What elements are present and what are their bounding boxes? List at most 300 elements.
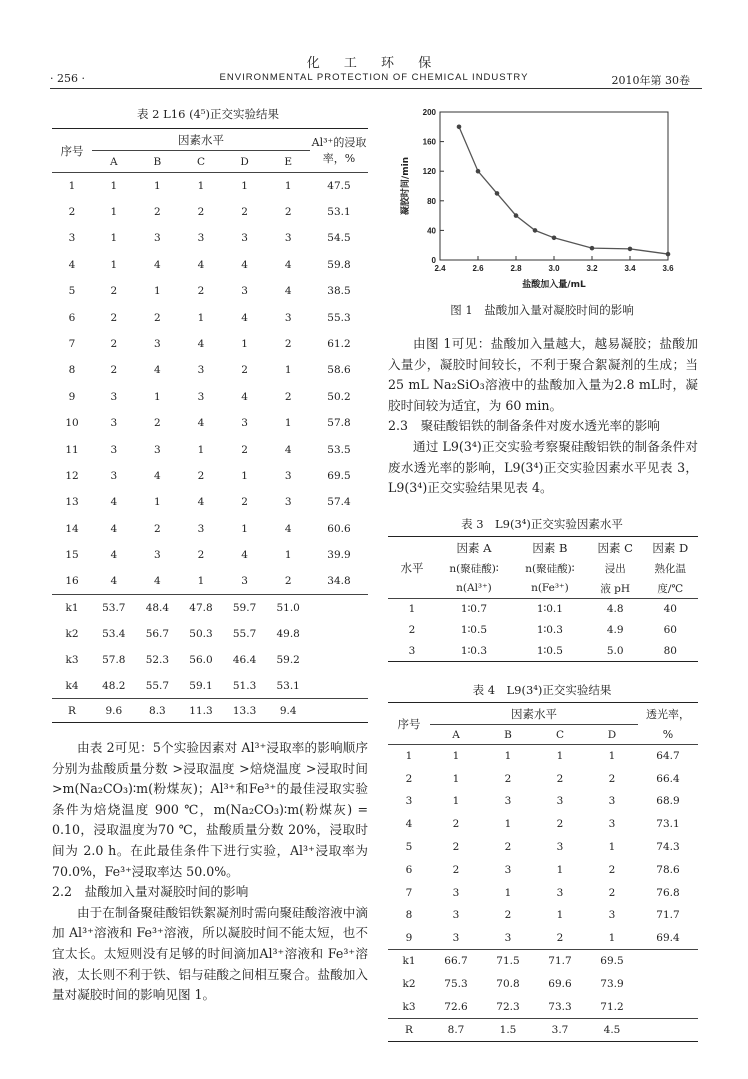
table2-empty-cell — [310, 621, 368, 647]
x-tick-label: 2.8 — [510, 264, 522, 273]
table2-cell: 4 — [284, 258, 292, 271]
table2-cell: 1 — [197, 443, 205, 456]
table2-r-label: R — [52, 699, 92, 723]
table2-cell: 2 — [197, 285, 205, 298]
table4-cell: 2 — [452, 818, 460, 831]
table2-cell: 3 — [154, 232, 161, 245]
table4-cell: 69.4 — [638, 927, 698, 950]
data-point — [533, 228, 538, 233]
table4-cell: 8.7 — [430, 1019, 482, 1042]
x-tick-label: 3.4 — [624, 264, 636, 273]
table3-header-sub: n(聚硅酸)∶ — [449, 563, 499, 575]
table4-cell: 1 — [452, 772, 460, 785]
table2-cell: 4 — [110, 549, 118, 562]
table-row — [52, 621, 368, 647]
table2-cell: 2 — [110, 285, 118, 298]
table3-cell: 60 — [663, 624, 677, 636]
table-row — [388, 881, 698, 904]
table4-caption: 表 4 L9(3⁴)正交实验结果 — [472, 683, 612, 697]
data-point — [476, 169, 481, 174]
y-tick-label: 160 — [422, 137, 436, 147]
table4-cell: 72.6 — [430, 996, 482, 1019]
table2-cell: 4 — [197, 338, 205, 351]
table2-factor-A: A — [92, 151, 136, 173]
table4-header-result-2: % — [638, 725, 698, 745]
table2-cell: 2 — [154, 522, 161, 535]
table4-cell: 3.7 — [534, 1019, 586, 1042]
table-row — [52, 173, 368, 199]
table4-cell: 2 — [608, 886, 616, 899]
table2-cell: 1 — [154, 496, 161, 509]
table4-r-label: R — [388, 1019, 430, 1042]
table2-cell: 3 — [241, 285, 248, 298]
x-axis-label: 盐酸加入量/mL — [522, 280, 586, 290]
table2-cell: 2 — [241, 364, 248, 377]
table2-cell: 12 — [65, 469, 79, 482]
table2-cell: 4 — [241, 258, 248, 271]
table2-cell: 1 — [197, 311, 205, 324]
table-row — [388, 745, 698, 768]
table4-cell: 2 — [504, 772, 512, 785]
table-row — [52, 542, 368, 568]
table2-cell: 9.4 — [266, 699, 310, 723]
table4-cell: 1 — [405, 750, 413, 763]
table2-cell: 57.4 — [327, 496, 351, 509]
table4-k-label: k2 — [402, 978, 416, 991]
table4-cell: 66.7 — [444, 955, 468, 968]
table3-cell: 1∶0.5 — [460, 624, 488, 636]
table3-header-sub: n(Al³⁺) — [436, 579, 512, 599]
x-tick-label: 2.6 — [472, 264, 484, 273]
figure1-caption: 图 1 盐酸加入量对凝胶时间的影响 — [450, 303, 634, 317]
table2-cell: 1 — [284, 549, 292, 562]
table2-cell: 2 — [110, 364, 118, 377]
table2-cell: 8 — [68, 364, 76, 377]
paragraph-figure1-analysis: 由图 1可见：盐酸加入量越大，越易凝胶；盐酸加入量少，凝胶时间较长，不利于聚合絮凝剂的生成；当 25 mL Na₂SiO₃溶液中的盐酸加入量为2.8 mL时，凝胶时间较为适宜，为 60 min。 — [388, 336, 698, 413]
table2-cell: 3 — [223, 568, 267, 594]
table-row — [388, 927, 698, 950]
table2-cell: 5 — [68, 285, 76, 298]
y-tick-label: 200 — [422, 108, 436, 117]
table2-cell: 3 — [154, 338, 161, 351]
paragraph-orthogonal-intro: 通过 L9(3⁴)正交实验考察聚硅酸铝铁的制备条件对废水透光率的影响，L9(3⁴)正交实验因素水平见表 3，L9(3⁴)正交实验结果见表 4。 — [388, 438, 698, 496]
table4-cell: 1 — [556, 909, 564, 922]
table-row — [52, 436, 368, 462]
table4-k-label: k3 — [388, 996, 430, 1019]
table2-cell: 3 — [197, 522, 205, 535]
table2-k-label: k1 — [65, 602, 79, 614]
table4-header-seq: 序号 — [388, 703, 430, 745]
table2-cell: 2 — [284, 338, 292, 351]
table4-cell: 1 — [504, 750, 512, 763]
table4-factor-C: C — [534, 725, 586, 745]
table2-cell: 2 — [197, 549, 205, 562]
table2-caption: 表 2 L16 (4⁵)正交实验结果 — [137, 107, 279, 121]
table4-k-label: k1 — [402, 955, 416, 968]
x-tick-label: 3.2 — [586, 264, 598, 273]
table4-cell: 1 — [556, 750, 564, 763]
table2-cell: 3 — [197, 364, 205, 377]
table2-cell: 7 — [68, 338, 76, 351]
table4-cell: 3 — [556, 795, 564, 808]
table2-cell: 47.5 — [327, 179, 351, 192]
table4-cell: 2 — [452, 841, 460, 854]
table2-cell: 3 — [197, 232, 205, 245]
table2-factor-C: C — [179, 151, 223, 173]
table2-cell: 9.6 — [92, 699, 136, 723]
table2-cell: 3 — [284, 496, 292, 509]
table-row — [388, 950, 698, 973]
table4-cell: 2 — [534, 927, 586, 950]
table2-cell: 4 — [197, 417, 205, 430]
table4-cell: 4 — [405, 818, 413, 831]
table3 — [388, 536, 698, 662]
table4-cell: 64.7 — [656, 750, 680, 763]
table2-cell: 1 — [68, 179, 76, 192]
table2-cell: 53.5 — [327, 443, 351, 456]
table2-cell: 4 — [284, 522, 292, 535]
table-row — [52, 304, 368, 330]
table4-cell: 6 — [405, 863, 413, 876]
table2-cell: 2 — [110, 338, 118, 351]
table2-cell: 9 — [68, 390, 76, 403]
table4-cell: 70.8 — [496, 978, 520, 991]
table4-header-factor: 因素水平 — [430, 703, 638, 725]
table2-empty-cell — [310, 699, 368, 723]
table2-cell: 2 — [284, 390, 292, 403]
table2-cell: 13 — [65, 496, 79, 509]
table2-cell: 49.8 — [276, 627, 300, 640]
table2-cell: 4 — [154, 258, 161, 271]
table3-cell: 1∶0.7 — [460, 603, 488, 616]
table-row — [388, 858, 698, 881]
table4-cell: 78.6 — [656, 863, 680, 876]
table3-header-sub: 度/℃ — [643, 579, 698, 599]
table2-cell: 4 — [241, 390, 248, 403]
table2-cell: 56.7 — [145, 627, 170, 640]
data-point — [552, 236, 557, 241]
table2-cell: 1 — [110, 179, 118, 192]
table3-cell: 2 — [408, 624, 416, 636]
y-tick-label: 0 — [431, 256, 436, 265]
table4-cell: 3 — [405, 795, 413, 808]
table2-cell: 53.1 — [327, 206, 351, 219]
table4-cell: 3 — [556, 841, 564, 854]
table2-header-factor: 因素水平 — [92, 129, 310, 151]
table4-cell: 3 — [452, 909, 460, 922]
volume-year: 2010年第 30卷 — [611, 74, 690, 87]
table2-factor-E: E — [266, 151, 310, 173]
table2-factor-D: D — [223, 151, 267, 173]
y-axis-label: 凝胶时间/min — [401, 156, 411, 216]
table-row — [52, 331, 368, 357]
table3-header-factor: 因素 B — [512, 537, 588, 559]
table4-cell: 2 — [452, 863, 460, 876]
table2-cell: 3 — [110, 390, 118, 403]
table2-cell: 60.6 — [327, 522, 351, 535]
table4-cell: 1 — [504, 886, 512, 899]
table2-cell: 4 — [284, 443, 292, 456]
table2-header-result: Al³⁺的浸取率，% — [310, 129, 368, 173]
table2-cell: 59.1 — [179, 673, 223, 699]
table2-cell: 56.0 — [189, 653, 213, 666]
table2-cell: 38.5 — [327, 285, 351, 298]
table4-cell: 66.4 — [656, 772, 680, 785]
data-point — [666, 252, 671, 257]
table2-cell: 4 — [136, 568, 180, 594]
table2-cell: 53.7 — [102, 602, 126, 614]
table2-cell: 3 — [284, 469, 292, 482]
table-row — [388, 641, 698, 662]
table2-cell: 46.4 — [232, 653, 257, 666]
data-point — [628, 247, 633, 252]
table-row — [52, 384, 368, 410]
table2-cell: 16 — [52, 568, 92, 594]
table2-cell: 4 — [241, 311, 248, 324]
table2 — [52, 128, 368, 723]
table2-k-label: k2 — [65, 627, 79, 640]
table2-cell: 48.2 — [92, 673, 136, 699]
table2-cell: 1 — [241, 469, 248, 482]
left-text-block — [52, 738, 368, 1006]
table4-header-result-1: 透光率， — [638, 703, 698, 725]
table3-cell: 1∶0.3 — [436, 641, 512, 662]
y-tick-label: 80 — [427, 196, 436, 206]
table4-cell: 74.3 — [656, 841, 680, 854]
table4 — [388, 702, 698, 1042]
table4-cell: 69.6 — [548, 978, 572, 991]
table3-cell: 1∶0.1 — [536, 603, 563, 616]
table-row — [52, 225, 368, 251]
table2-cell: 2 — [284, 206, 292, 219]
table2-cell: 13.3 — [223, 699, 267, 723]
table3-header-level: 水平 — [388, 537, 436, 599]
table3-header-sub: 熟化温 — [654, 563, 687, 575]
section-2-2-heading: 2.2 盐酸加入量对凝胶时间的影响 — [52, 884, 249, 900]
table2-cell: 4 — [68, 258, 76, 271]
table2-cell: 55.3 — [327, 311, 351, 324]
table4-cell: 9 — [388, 927, 430, 950]
table2-cell: 3 — [284, 311, 292, 324]
table2-cell: 4 — [284, 285, 292, 298]
table2-cell: 1 — [154, 390, 161, 403]
table4-cell: 1 — [556, 863, 564, 876]
table4-cell: 3 — [608, 818, 616, 831]
table4-cell: 2 — [405, 772, 413, 785]
table2-cell: 57.8 — [102, 653, 126, 666]
table4-cell: 1 — [586, 927, 638, 950]
table-row — [388, 599, 698, 620]
table2-cell: 50.3 — [189, 627, 213, 640]
table3-header-factor: 因素 C — [588, 537, 643, 559]
table-row — [52, 278, 368, 304]
table3-header-sub: n(聚硅酸)∶ — [525, 563, 575, 575]
table-row — [388, 767, 698, 790]
table-row — [388, 996, 698, 1019]
table3-cell: 80 — [643, 641, 698, 662]
y-tick-label: 40 — [427, 226, 436, 236]
table4-cell: 5 — [405, 841, 413, 854]
table2-cell: 14 — [65, 522, 79, 535]
table3-cell: 4.8 — [606, 603, 624, 616]
table2-cell: 8.3 — [136, 699, 180, 723]
table4-empty-cell — [638, 1019, 698, 1042]
table4-cell: 3 — [430, 927, 482, 950]
table2-cell: 2 — [68, 206, 76, 219]
table4-cell: 3 — [608, 909, 616, 922]
table2-empty-cell — [310, 595, 368, 621]
table4-cell: 68.9 — [656, 795, 680, 808]
table2-cell: 1 — [154, 179, 161, 192]
table2-cell: 51.3 — [223, 673, 267, 699]
table4-cell: 73.1 — [656, 818, 680, 831]
table2-cell: 48.4 — [145, 602, 170, 614]
table4-cell: 7 — [405, 886, 413, 899]
table2-cell: 11 — [65, 443, 79, 456]
table2-empty-cell — [310, 647, 368, 673]
table2-cell: 3 — [68, 232, 76, 245]
table3-header-sub: 浸出 — [604, 563, 626, 575]
table-row — [52, 568, 368, 594]
y-tick-label: 120 — [422, 167, 436, 177]
table4-cell: 1 — [608, 841, 616, 854]
table2-k-label: k3 — [65, 653, 79, 666]
table2-cell: 2 — [197, 206, 205, 219]
table4-cell: 2 — [608, 863, 616, 876]
header-rule — [50, 88, 702, 89]
journal-title: 化 工 环 保 — [306, 56, 442, 71]
table4-cell: 3 — [556, 886, 564, 899]
table2-cell: 3 — [154, 549, 161, 562]
table2-cell: 39.9 — [327, 549, 351, 562]
table-row — [52, 647, 368, 673]
table4-cell: 72.3 — [482, 996, 534, 1019]
table2-cell: 55.7 — [232, 627, 257, 640]
paragraph-table2-analysis: 由表 2可见：5个实验因素对 Al³⁺浸取率的影响顺序分别为盐酸质量分数 >浸取温度 >焙烧温度 >浸取时间 >m(Na₂CO₃)∶m(粉煤灰)；Al³⁺和Fe³⁺的最佳浸取实验条件为焙烧温度 900 ℃，m(Na₂CO₃)∶m(粉煤灰) = 0.10，浸取温度为70 ℃，盐酸质量分数 20%，浸取时间为 2.0 h。在此最佳条件下进行实验，Al³⁺浸取率为 70.0%，Fe³⁺浸取率达 50.0%。 — [52, 740, 368, 879]
table-row — [52, 252, 368, 278]
table2-cell: 4 — [154, 364, 161, 377]
table-row — [52, 699, 368, 723]
table2-cell: 1 — [284, 417, 292, 430]
table4-empty-cell — [638, 973, 698, 996]
table2-cell: 55.7 — [136, 673, 180, 699]
table2-cell: 3 — [197, 390, 205, 403]
x-tick-label: 3.0 — [548, 264, 560, 273]
table2-cell: 2 — [154, 311, 161, 324]
table-row — [52, 357, 368, 383]
table3-cell: 5.0 — [588, 641, 643, 662]
table4-cell: 1 — [452, 750, 460, 763]
table4-cell: 71.2 — [586, 996, 638, 1019]
table4-cell: 3 — [452, 886, 460, 899]
table3-header-sub: 液 pH — [588, 579, 643, 599]
table2-cell: 1 — [284, 179, 292, 192]
table4-factor-A: A — [430, 725, 482, 745]
table2-cell: 52.3 — [145, 653, 170, 666]
table2-cell: 3 — [241, 232, 248, 245]
table2-cell: 61.2 — [327, 338, 351, 351]
table2-factor-B: B — [136, 151, 180, 173]
table2-cell: 11.3 — [179, 699, 223, 723]
table2-cell: 1 — [110, 258, 118, 271]
table3-cell: 3 — [388, 641, 436, 662]
table2-cell: 51.0 — [276, 602, 300, 614]
table2-cell: 50.2 — [327, 390, 351, 403]
table-row — [52, 595, 368, 621]
table3-caption: 表 3 L9(3⁴)正交实验因素水平 — [461, 517, 623, 531]
table-row — [388, 904, 698, 927]
table2-cell: 2 — [110, 311, 118, 324]
table2-cell: 53.4 — [102, 627, 126, 640]
table3-cell: 1∶0.5 — [512, 641, 588, 662]
table2-cell: 2 — [241, 496, 248, 509]
table4-cell: 73.3 — [534, 996, 586, 1019]
table2-cell: 54.5 — [327, 232, 351, 245]
table3-cell: 4.9 — [606, 624, 624, 636]
table2-cell: 47.8 — [189, 602, 213, 614]
table2-cell: 1 — [179, 568, 223, 594]
table2-cell: 3 — [284, 232, 292, 245]
table-row — [52, 463, 368, 489]
table2-cell: 4 — [241, 549, 248, 562]
table4-cell: 3 — [608, 795, 616, 808]
table2-cell: 3 — [110, 417, 118, 430]
table2-cell: 3 — [241, 417, 248, 430]
table4-cell: 3 — [504, 863, 512, 876]
table2-cell: 2 — [241, 206, 248, 219]
table3-cell: 40 — [663, 603, 677, 616]
table3-header-sub: n(Fe³⁺) — [512, 579, 588, 599]
table4-cell: 1 — [504, 818, 512, 831]
table2-cell: 1 — [110, 232, 118, 245]
data-point — [514, 213, 519, 218]
table4-cell: 2 — [504, 909, 512, 922]
table2-cell: 4 — [92, 568, 136, 594]
table2-cell: 4 — [197, 258, 205, 271]
table-row — [388, 973, 698, 996]
table3-cell: 1 — [408, 603, 416, 616]
table2-cell: 2 — [241, 443, 248, 456]
table-row — [52, 199, 368, 225]
table2-cell: 1 — [197, 179, 205, 192]
table2-cell: 6 — [68, 311, 76, 324]
table4-empty-cell — [638, 950, 698, 973]
x-tick-label: 2.4 — [434, 264, 446, 273]
table2-cell: 3 — [110, 469, 118, 482]
table2-cell: 34.8 — [310, 568, 368, 594]
table2-cell: 59.2 — [276, 653, 300, 666]
table2-cell: 3 — [154, 443, 161, 456]
table3-header-factor: 因素 D — [643, 537, 698, 559]
table2-cell: 3 — [110, 443, 118, 456]
data-point — [590, 246, 595, 251]
table4-factor-B: B — [482, 725, 534, 745]
table-row — [52, 489, 368, 515]
table2-empty-cell — [310, 673, 368, 699]
table4-cell: 2 — [608, 772, 616, 785]
table-row — [388, 813, 698, 836]
page-number: · 256 · — [50, 72, 85, 85]
table-row — [52, 673, 368, 699]
table2-cell: 1 — [284, 364, 292, 377]
right-text-block — [388, 334, 698, 499]
table4-cell: 1 — [608, 750, 616, 763]
table2-cell: 15 — [65, 549, 79, 562]
table2-cell: 10 — [65, 417, 79, 430]
table4-cell: 71.7 — [548, 955, 572, 968]
table4-cell: 75.3 — [444, 978, 468, 991]
table4-cell: 3 — [504, 795, 512, 808]
